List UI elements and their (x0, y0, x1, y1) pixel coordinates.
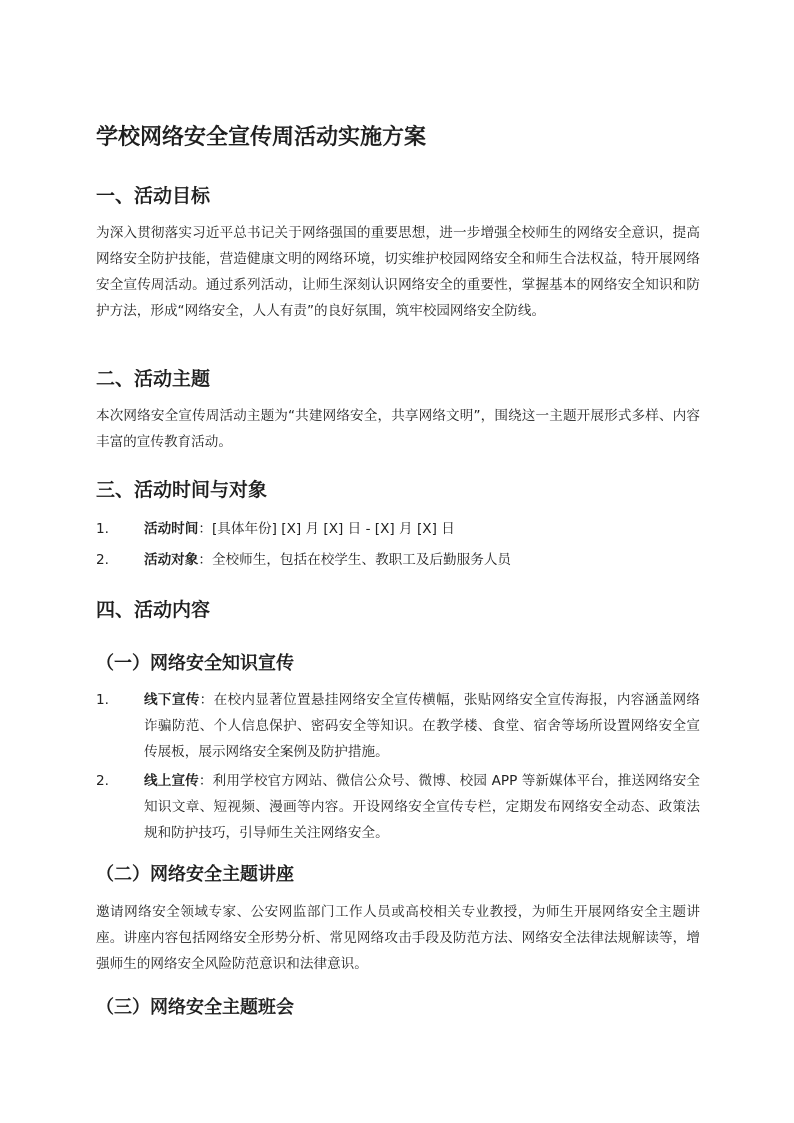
list-item: 1. 活动时间：[具体年份] [X] 月 [X] 日 - [X] 月 [X] 日 (96, 516, 700, 542)
section-heading-goal: 一、活动目标 (96, 185, 211, 207)
theme-paragraph: 本次网络安全宣传周活动主题为“共建网络安全，共享网络文明”，围绕这一主题开展形式多样、内容丰富的宣传教育活动。 (96, 408, 700, 450)
list-label: 线下宣传 (144, 692, 200, 708)
list-number: 2. (96, 552, 109, 568)
subsection-heading-classmeeting: （三）网络安全主题班会 (96, 997, 294, 1018)
document-title: 学校网络安全宣传周活动实施方案 (96, 125, 427, 150)
section-heading-time: 三、活动时间与对象 (96, 479, 268, 501)
list-item: 2. 线上宣传：利用学校官方网站、微信公众号、微博、校园 APP 等新媒体平台，推送网络安全知识文章、短视频、漫画等内容。开设网络安全宣传专栏，定期发布网络安全动态、政策法规和防护技巧，引导师生关注网络安全。 (96, 768, 700, 846)
list-label: 活动时间 (144, 521, 199, 537)
list-text: 利用学校官方网站、微信公众号、微博、校园 APP 等新媒体平台，推送网络安全知识文章、短视频、漫画等内容。开设网络安全宣传专栏，定期发布网络安全动态、政策法规和防护技巧，引导师生关注网络安全。 (144, 773, 701, 841)
list-number: 2. (96, 773, 109, 789)
section-heading-theme: 二、活动主题 (96, 368, 211, 390)
list-text: 全校师生，包括在校学生、教职工及后勤服务人员 (211, 552, 512, 568)
subsection-heading-knowledge: （一）网络安全知识宣传 (96, 653, 294, 674)
subsection-heading-lecture: （二）网络安全主题讲座 (96, 864, 294, 885)
list-label: 活动对象 (144, 552, 199, 568)
list-item: 1. 线下宣传：在校内显著位置悬挂网络安全宣传横幅，张贴网络安全宣传海报，内容涵盖网络诈骗防范、个人信息保护、密码安全等知识。在教学楼、食堂、宿舍等场所设置网络安全宣传展板，展示网络安全案例及防护措施。 (96, 687, 700, 765)
section-heading-content: 四、活动内容 (96, 599, 211, 621)
list-text: [具体年份] [X] 月 [X] 日 - [X] 月 [X] 日 (211, 521, 455, 537)
list-number: 1. (96, 692, 109, 708)
list-item: 2. 活动对象：全校师生，包括在校学生、教职工及后勤服务人员 (96, 547, 700, 573)
lecture-paragraph: 邀请网络安全领域专家、公安网监部门工作人员或高校相关专业教授，为师生开展网络安全主题讲座。讲座内容包括网络安全形势分析、常见网络攻击手段及防范方法、网络安全法律法规解读等，增强师生的网络安全风险防范意识和法律意识。 (96, 904, 700, 972)
list-number: 1. (96, 521, 109, 537)
goal-paragraph: 为深入贯彻落实习近平总书记关于网络强国的重要思想，进一步增强全校师生的网络安全意识，提高网络安全防护技能，营造健康文明的网络环境，切实维护校园网络安全和师生合法权益，特开展网络安全宣传周活动。通过系列活动，让师生深刻认识网络安全的重要性，掌握基本的网络安全知识和防护方法，形成“网络安全，人人有责”的良好氛围，筑牢校园网络安全防线。 (96, 225, 700, 319)
list-text: 在校内显著位置悬挂网络安全宣传横幅，张贴网络安全宣传海报，内容涵盖网络诈骗防范、个人信息保护、密码安全等知识。在教学楼、食堂、宿舍等场所设置网络安全宣传展板，展示网络安全案例及防护措施。 (144, 692, 701, 760)
list-label: 线上宣传 (144, 773, 199, 789)
